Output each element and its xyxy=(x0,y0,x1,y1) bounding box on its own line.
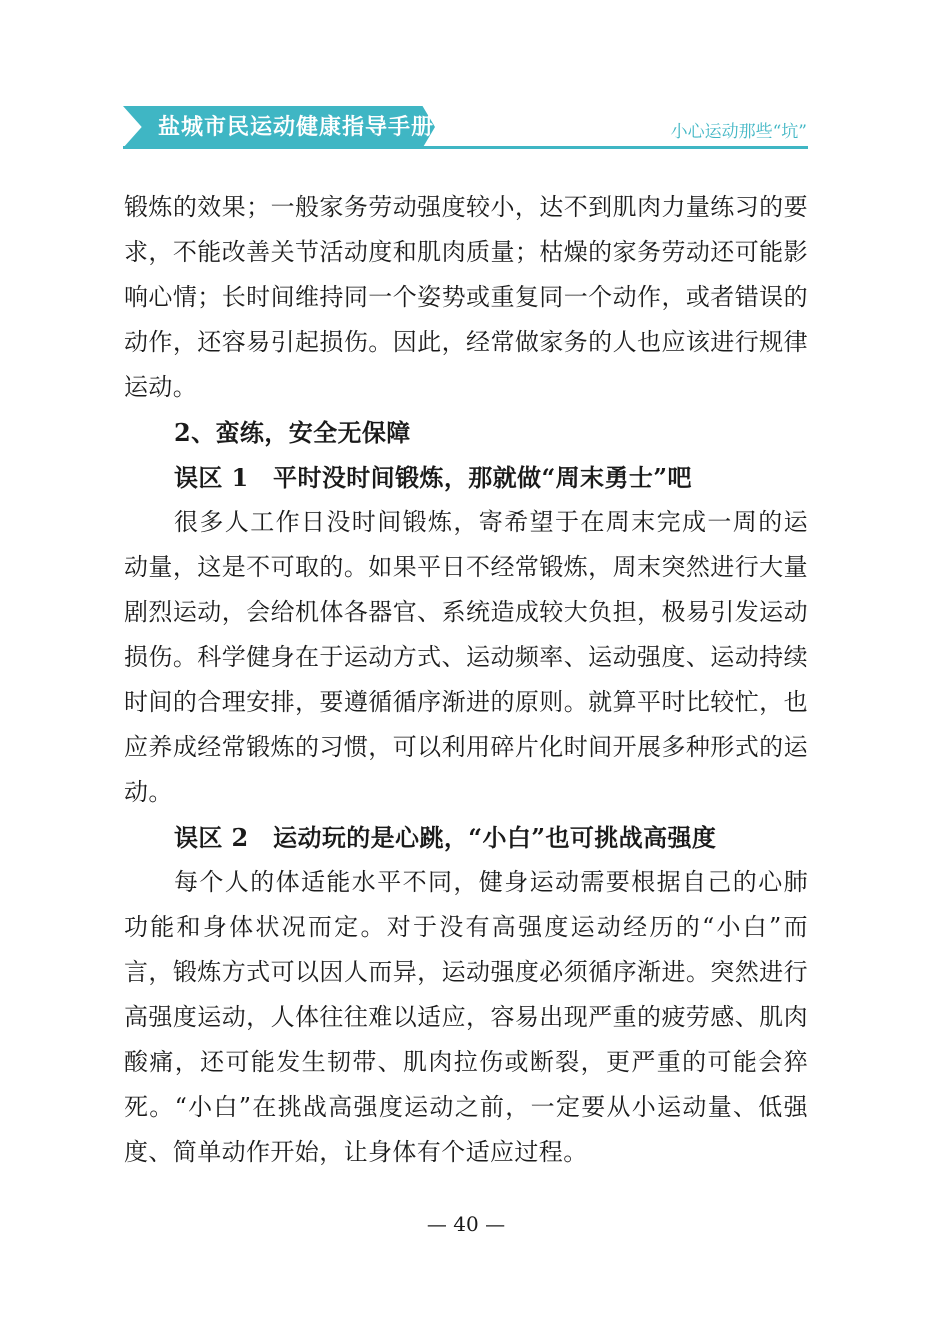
page-number: — 40 — xyxy=(426,1212,506,1236)
page-header xyxy=(0,0,932,160)
myth-1-text: 很多人工作日没时间锻炼，寄希望于在周末完成一周的运动量，这是不可取的。如果平日不经常锻炼，周末突然进行大量剧烈运动，会给机体各器官、系统造成较大负担，极易引发运动损伤。科学健身在于运动方式、运动频率、运动强度、运动持续时间的合理安排，要遵循循序渐进的原则。就算平时比较忙，也应养成经常锻炼的习惯，可以利用碎片化时间开展多种形式的运动。 xyxy=(124,508,808,806)
chapter-title: 小心运动那些“坑” xyxy=(670,122,807,142)
myth-2-text: 每个人的体适能水平不同，健身运动需要根据自己的心肺功能和身体状况而定。对于没有高强度运动经历的“小白”而言，锻炼方式可以因人而异，运动强度必须循序渐进。突然进行高强度运动，人体往往难以适应，容易出现严重的疲劳感、肌肉酸痛，还可能发生韧带、肌肉拉伤或断裂，更严重的可能会猝死。“小白”在挑战高强度运动之前，一定要从小运动量、低强度、简单动作开始，让身体有个适应过程。 xyxy=(124,868,808,1166)
paragraph-continued: 锻炼的效果；一般家务劳动强度较小，达不到肌肉力量练习的要求，不能改善关节活动度和肌肉质量；枯燥的家务劳动还可能影响心情；长时间维持同一个姿势或重复同一个动作，或者错误的动作，还容易引起损伤。因此，经常做家务的人也应该进行规律运动。 xyxy=(124,193,808,401)
header-rule xyxy=(123,146,808,149)
myth-2-heading: 误区 2 运动玩的是心跳，“小白”也可挑战高强度 xyxy=(174,823,717,852)
section-heading: 2、蛮练，安全无保障 xyxy=(174,418,411,447)
page-content xyxy=(124,185,808,1175)
book-title: 盐城市民运动健康指导手册 xyxy=(158,114,435,140)
myth-1-heading: 误区 1 平时没时间锻炼，那就做“周末勇士”吧 xyxy=(174,463,692,492)
